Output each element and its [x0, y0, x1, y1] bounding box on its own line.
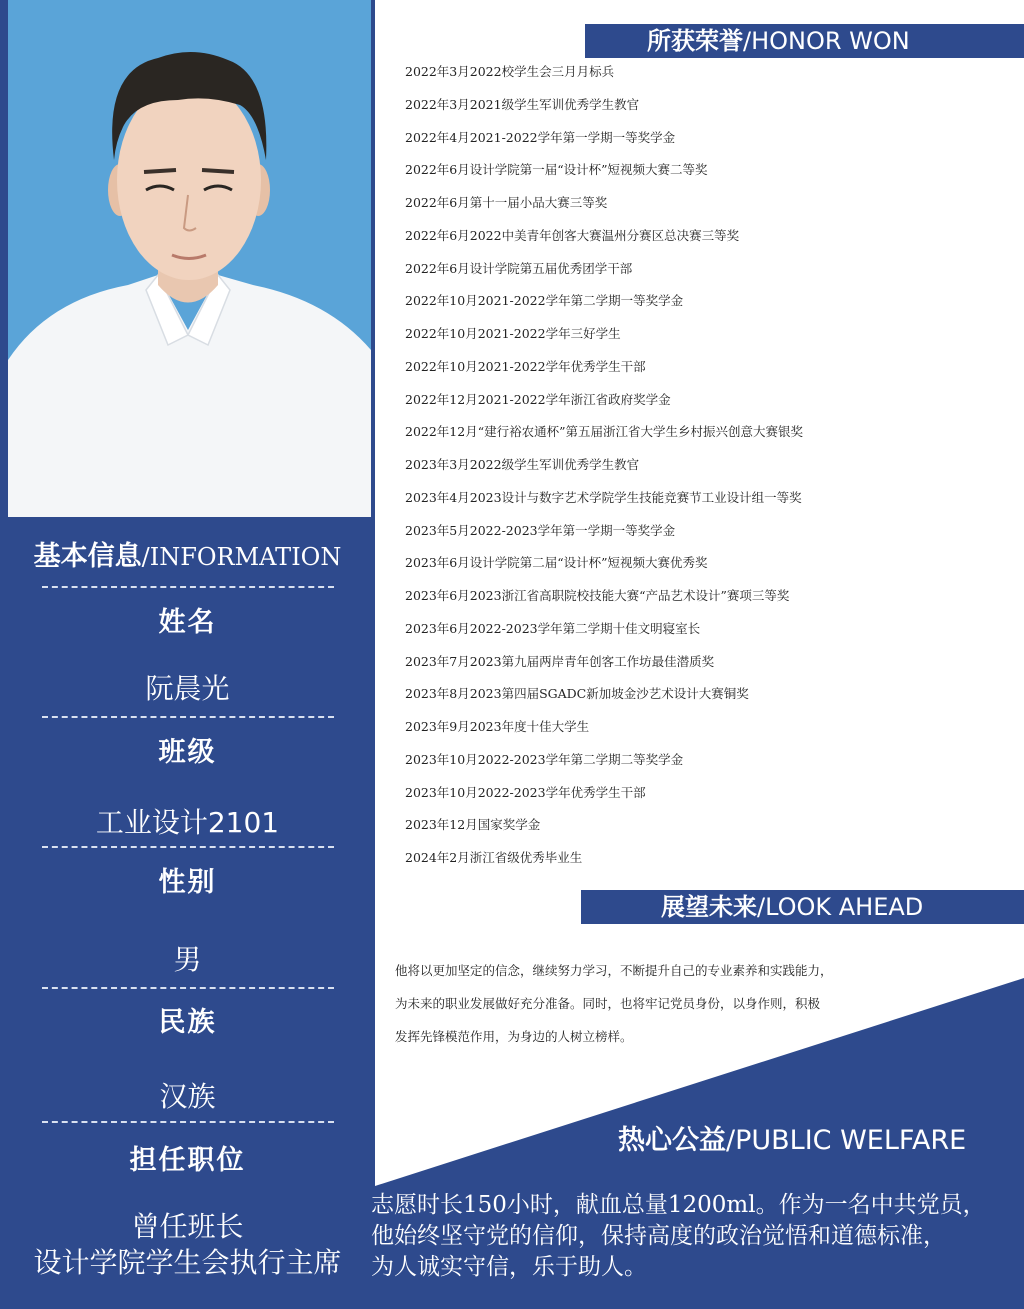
welfare-title-en: /PUBLIC WELFARE: [726, 1125, 967, 1156]
welfare-line: 为人诚实守信，乐于助人。: [371, 1254, 647, 1280]
honor-item: 2023年9月2023年度十佳大学生: [405, 719, 590, 734]
honor-item: 2022年10月2021-2022学年优秀学生干部: [405, 358, 646, 374]
field-value-name: 阮晨光: [145, 672, 230, 705]
divider: [42, 846, 334, 848]
honor-item: 2022年6月第十一届小品大赛三等奖: [405, 195, 608, 210]
honor-item: 2022年3月2022校学生会三月月标兵: [405, 64, 615, 79]
honor-list: [405, 62, 803, 881]
field-value-position-1: 曾任班长: [131, 1210, 244, 1243]
honor-item: 2023年10月2022-2023学年第二学期二等奖学金: [405, 751, 684, 767]
welfare-line: 志愿时长150小时，献血总量1200ml。作为一名中共党员，: [371, 1192, 986, 1218]
field-label-position: 担任职位: [129, 1145, 246, 1176]
profile-photo: [8, 0, 371, 517]
information-heading: [0, 534, 375, 573]
honor-item: 2023年10月2022-2023学年优秀学生干部: [405, 784, 646, 800]
honor-item: 2022年10月2021-2022学年三好学生: [405, 326, 621, 341]
divider: [42, 987, 334, 989]
information-heading-zh: 基本信息: [33, 541, 142, 572]
information-heading-en: /INFORMATION: [141, 543, 342, 571]
divider: [42, 586, 334, 588]
honor-item: 2023年5月2022-2023学年第一学期一等奖学金: [405, 522, 676, 538]
honor-item: 2023年8月2023第四届SGADC新加坡金沙艺术设计大赛铜奖: [405, 686, 749, 702]
field-value-position-2: 设计学院学生会执行主席: [33, 1246, 342, 1279]
honor-item: 2022年6月2022中美青年创客大赛温州分赛区总决赛三等奖: [405, 227, 740, 243]
future-section-header: [581, 890, 1024, 924]
honor-item: 2023年12月国家奖学金: [405, 817, 541, 833]
honor-item: 2023年4月2023设计与数字艺术学院学生技能竞赛节工业设计组一等奖: [405, 489, 802, 505]
honor-item: 2022年10月2021-2022学年第二学期一等奖学金: [405, 293, 684, 309]
honor-item: 2023年6月2022-2023学年第二学期十佳文明寝室长: [405, 620, 701, 636]
welfare-line: 他始终坚守党的信仰，保持高度的政治觉悟和道德标准，: [371, 1223, 946, 1249]
future-line: 他将以更加坚定的信念，继续努力学习，不断提升自己的专业素养和实践能力，: [395, 963, 833, 978]
honor-item: 2022年12月2021-2022学年浙江省政府奖学金: [405, 391, 671, 407]
divider: [42, 716, 334, 718]
honor-item: 2024年2月浙江省级优秀毕业生: [405, 850, 583, 865]
honor-title-en: /HONOR WON: [743, 27, 910, 55]
future-line: 发挥先锋模范作用，为身边的人树立榜样。: [395, 1029, 633, 1044]
welfare-section-header: [618, 1118, 966, 1157]
future-paragraph: [395, 954, 885, 1053]
honor-item: 2022年6月设计学院第一届“设计杯”短视频大赛二等奖: [405, 162, 708, 178]
honor-item: 2023年6月设计学院第二届“设计杯”短视频大赛优秀奖: [405, 555, 708, 571]
honor-item: 2022年6月设计学院第五届优秀团学干部: [405, 260, 633, 276]
future-line: 为未来的职业发展做好充分准备。同时，也将牢记党员身份，以身作则，积极: [395, 996, 821, 1011]
honor-item: 2022年12月“建行裕农通杯”第五届浙江省大学生乡村振兴创意大赛银奖: [405, 424, 803, 440]
future-title-en: /LOOK AHEAD: [757, 893, 924, 921]
honor-item: 2023年6月2023浙江省高职院校技能大赛“产品艺术设计”赛项三等奖: [405, 588, 790, 603]
field-value-ethnicity: 汉族: [159, 1080, 216, 1113]
left-profile-panel: [0, 0, 375, 1309]
future-title-zh: 展望未来: [661, 893, 757, 921]
honor-item: 2023年7月2023第九届两岸青年创客工作坊最佳潜质奖: [405, 653, 715, 669]
field-value-gender: 男: [173, 943, 202, 976]
field-label-gender: 性别: [158, 867, 217, 898]
honor-section-header: [585, 24, 1024, 58]
field-value-class: 工业设计2101: [95, 806, 280, 839]
honor-item: 2022年4月2021-2022学年第一学期一等奖学金: [405, 129, 676, 145]
field-label-name: 姓名: [158, 607, 217, 638]
honor-item: 2022年3月2021级学生军训优秀学生教官: [405, 96, 640, 112]
portrait-illustration: [8, 0, 371, 517]
divider: [42, 1121, 334, 1123]
field-label-ethnicity: 民族: [158, 1007, 217, 1038]
honor-item: 2023年3月2022级学生军训优秀学生教官: [405, 457, 640, 472]
honor-title-zh: 所获荣誉: [647, 27, 743, 55]
welfare-title-zh: 热心公益: [618, 1125, 726, 1156]
welfare-paragraph: [371, 1190, 1021, 1283]
field-label-class: 班级: [158, 737, 217, 768]
